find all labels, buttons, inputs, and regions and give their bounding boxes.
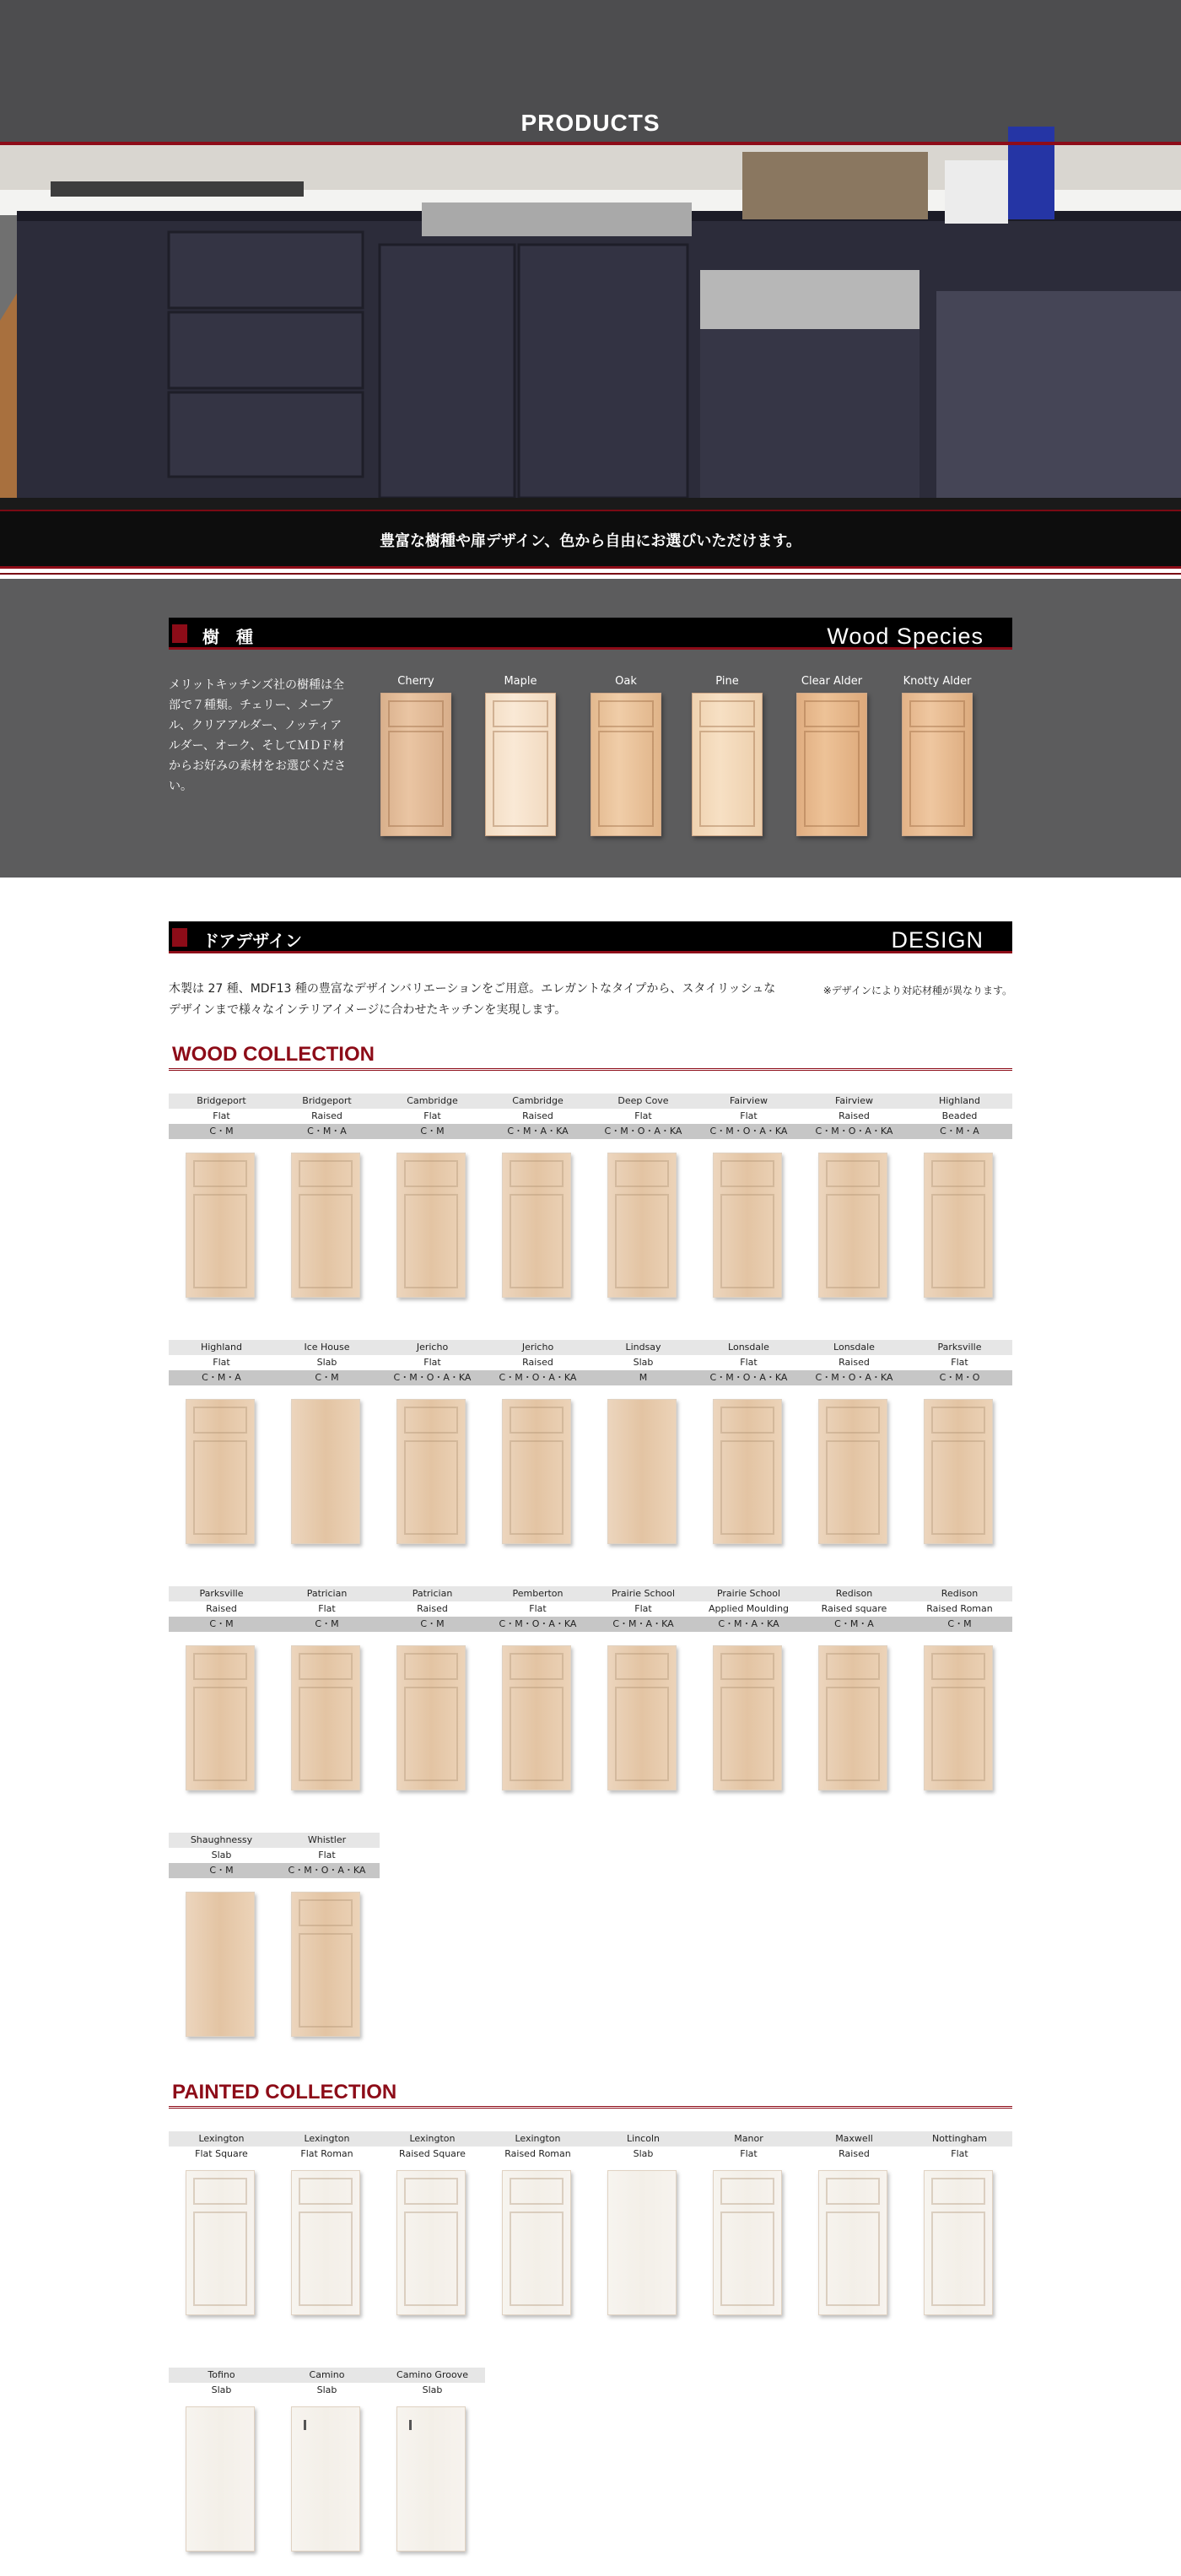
door-name-label: Ice House	[274, 1340, 380, 1355]
door-card[interactable]	[590, 1586, 696, 1632]
door-top-panel	[299, 1653, 353, 1680]
door-image	[607, 2170, 677, 2315]
kitchen-photo	[0, 0, 1181, 510]
door-top-panel	[299, 2178, 353, 2205]
door-name-label: Jericho	[380, 1340, 485, 1355]
door-swatch	[380, 693, 451, 836]
door-name-label: Lexington	[169, 2131, 274, 2147]
door-name-label: Patrician	[274, 1586, 380, 1601]
door-card[interactable]	[274, 2131, 380, 2162]
door-name-label: Patrician	[380, 1586, 485, 1601]
door-image	[291, 1645, 360, 1790]
door-image	[713, 2170, 782, 2315]
door-main-panel	[615, 1687, 669, 1781]
door-image	[607, 1153, 677, 1298]
door-card[interactable]	[590, 2131, 696, 2162]
door-style-label: Flat	[740, 1110, 758, 1121]
species-pine	[689, 675, 765, 836]
species-heading-jp: 樹 種	[202, 627, 253, 647]
door-image	[818, 1645, 887, 1790]
door-main-panel	[510, 2211, 564, 2306]
door-style-label: Flat	[634, 1603, 652, 1614]
door-style-label: Slab	[633, 2148, 654, 2159]
door-style-label: Flat Square	[195, 2148, 248, 2159]
heading-mark-icon	[172, 624, 187, 643]
door-style-label: Flat Roman	[300, 2148, 353, 2159]
door-style-label: Flat	[318, 1603, 336, 1614]
door-image	[818, 1153, 887, 1298]
door-name-label: Camino Groove	[380, 2368, 485, 2383]
door-name-label: Deep Cove	[590, 1094, 696, 1109]
door-species-label: C・M	[274, 1617, 380, 1632]
door-top-panel	[404, 1160, 458, 1187]
door-name-label: Nottingham	[907, 2131, 1012, 2147]
door-main-panel	[615, 1194, 669, 1288]
door-top-panel	[615, 1653, 669, 1680]
door-card[interactable]	[801, 2131, 907, 2162]
door-name-label: Tofino	[169, 2368, 274, 2383]
species-description: メリットキッチンズ社の樹種は全部で７種類。チェリー、メープル、クリアアルダー、ノッティアルダー、オーク、そしてＭＤＦ材からお好みの素材をお選びください。	[169, 678, 346, 793]
species-label: Clear Alder	[801, 675, 863, 688]
door-image	[713, 1645, 782, 1790]
species-label: Maple	[504, 675, 537, 688]
door-image	[291, 1892, 360, 2037]
door-style-label: Flat	[423, 1110, 441, 1121]
door-style-label: Raised	[839, 2148, 870, 2159]
door-species-label: C・M	[274, 1370, 380, 1385]
door-species-label: C・M・O・A・KA	[485, 1617, 590, 1632]
door-style-label: Raised	[839, 1110, 870, 1121]
door-species-label: C・M・O・A・KA	[801, 1370, 907, 1385]
door-card[interactable]	[801, 1094, 907, 1139]
door-name-label: Highland	[907, 1094, 1012, 1109]
door-main-panel	[193, 2211, 247, 2306]
door-name-label: Prairie School	[696, 1586, 801, 1601]
door-species-label: C・M・O・A・KA	[696, 1370, 801, 1385]
door-top-panel	[510, 1407, 564, 1434]
door-species-label: C・M・O・A・KA	[485, 1370, 590, 1385]
door-card[interactable]	[485, 1094, 590, 1139]
door-image	[924, 2170, 993, 2315]
door-main-panel	[404, 2211, 458, 2306]
door-main-panel	[826, 1687, 880, 1781]
door-species-label: C・M・O・A・KA	[696, 1124, 801, 1139]
door-card[interactable]	[907, 2131, 1012, 2162]
door-top-panel	[193, 2178, 247, 2205]
door-name-label: Lexington	[485, 2131, 590, 2147]
door-main-panel	[299, 2211, 353, 2306]
door-top-panel	[193, 1653, 247, 1680]
door-swatch	[485, 693, 556, 836]
door-image	[924, 1399, 993, 1544]
door-card[interactable]	[907, 1586, 1012, 1632]
door-main-panel	[720, 1194, 774, 1288]
species-label: Pine	[715, 675, 739, 688]
door-card[interactable]	[590, 1340, 696, 1385]
door-name-label: Lexington	[274, 2131, 380, 2147]
door-top-panel	[404, 2178, 458, 2205]
door-name-label: Jericho	[485, 1340, 590, 1355]
door-style-label: Flat	[740, 2148, 758, 2159]
door-image	[607, 1399, 677, 1544]
door-main-panel	[826, 1194, 880, 1288]
door-main-panel	[299, 1933, 353, 2028]
species-label: Oak	[615, 675, 637, 688]
door-style-label: Flat	[529, 1603, 547, 1614]
door-style-label: Raised Roman	[504, 2148, 571, 2159]
door-swatch	[590, 693, 661, 836]
door-species-label: C・M・O・A・KA	[380, 1370, 485, 1385]
door-top-panel	[931, 1160, 985, 1187]
door-name-label: Shaughnessy	[169, 1833, 274, 1848]
door-image	[396, 1399, 466, 1544]
door-top-panel	[299, 1899, 353, 1926]
door-top-panel	[720, 2178, 774, 2205]
door-image	[291, 2170, 360, 2315]
door-card[interactable]	[380, 1586, 485, 1632]
door-image	[186, 2406, 255, 2552]
door-image	[186, 1399, 255, 1544]
species-label: Knotty Alder	[903, 675, 972, 688]
door-species-label: C・M・A・KA	[485, 1124, 590, 1139]
door-card[interactable]	[169, 1586, 274, 1632]
design-heading-en: DESIGN	[891, 927, 984, 953]
door-style-label: Flat	[634, 1110, 652, 1121]
door-image	[186, 1645, 255, 1790]
door-top-panel	[826, 2178, 880, 2205]
door-card[interactable]	[907, 1094, 1012, 1139]
door-main-panel	[720, 1440, 774, 1535]
door-name-label: Lexington	[380, 2131, 485, 2147]
door-name-label: Redison	[907, 1586, 1012, 1601]
door-name-label: Lonsdale	[801, 1340, 907, 1355]
door-main-panel	[826, 2211, 880, 2306]
door-image	[818, 2170, 887, 2315]
door-style-label: Raised	[311, 1110, 342, 1121]
design-heading	[169, 921, 1012, 953]
door-main-panel	[193, 1440, 247, 1535]
door-card[interactable]	[801, 1586, 907, 1632]
door-style-label: Raised Square	[399, 2148, 466, 2159]
door-species-label: M	[590, 1370, 696, 1385]
species-cherry	[378, 675, 454, 836]
door-swatch	[902, 693, 973, 836]
door-style-label: Flat	[951, 2148, 968, 2159]
door-main-panel	[193, 1687, 247, 1781]
door-top-panel	[720, 1160, 774, 1187]
door-card[interactable]	[380, 1094, 485, 1139]
door-top-panel	[193, 1160, 247, 1187]
door-swatch	[796, 693, 867, 836]
door-name-label: Fairview	[696, 1094, 801, 1109]
door-style-label: Slab	[316, 2384, 337, 2395]
door-style-label: Raised	[839, 1357, 870, 1368]
door-card[interactable]	[696, 1094, 801, 1139]
door-image	[713, 1153, 782, 1298]
door-top-panel	[510, 1160, 564, 1187]
door-style-label: Raised	[522, 1110, 553, 1121]
door-name-label: Bridgeport	[274, 1094, 380, 1109]
door-main-panel	[404, 1687, 458, 1781]
door-card[interactable]	[169, 1833, 274, 1878]
door-card[interactable]	[590, 1094, 696, 1139]
door-species-label: C・M・A	[907, 1124, 1012, 1139]
door-name-label: Whistler	[274, 1833, 380, 1848]
door-image	[713, 1399, 782, 1544]
door-main-panel	[720, 1687, 774, 1781]
door-image	[186, 2170, 255, 2315]
species-clear-alder	[794, 675, 870, 836]
door-species-label: C・M	[169, 1617, 274, 1632]
door-swatch	[692, 693, 763, 836]
door-top-panel	[193, 1407, 247, 1434]
door-top-panel	[404, 1653, 458, 1680]
door-name-label: Parksville	[169, 1586, 274, 1601]
door-style-label: Flat	[213, 1110, 230, 1121]
door-species-label: C・M	[169, 1863, 274, 1878]
door-style-label: Raised	[417, 1603, 448, 1614]
door-image	[396, 2406, 466, 2552]
door-main-panel	[720, 2211, 774, 2306]
door-top-panel	[720, 1653, 774, 1680]
door-style-label: Raised	[522, 1357, 553, 1368]
door-style-label: Flat	[213, 1357, 230, 1368]
door-card[interactable]	[274, 1833, 380, 1878]
door-main-panel	[510, 1687, 564, 1781]
door-species-label: C・M・O・A・KA	[801, 1124, 907, 1139]
door-card[interactable]	[485, 1340, 590, 1385]
tagline: 豊富な樹種や扉デザイン、色から自由にお選びいただけます。	[380, 532, 801, 550]
door-style-label: Flat	[740, 1357, 758, 1368]
door-style-label: Slab	[211, 2384, 232, 2395]
door-name-label: Cambridge	[485, 1094, 590, 1109]
door-style-label: Applied Moulding	[708, 1603, 790, 1614]
door-card[interactable]	[485, 2131, 590, 2162]
door-species-label: C・M	[380, 1617, 485, 1632]
hero-banner	[0, 0, 1181, 510]
door-name-label: Lindsay	[590, 1340, 696, 1355]
door-image	[924, 1153, 993, 1298]
door-style-label: Flat	[423, 1357, 441, 1368]
door-top-panel	[826, 1407, 880, 1434]
tagline-band	[0, 510, 1181, 569]
door-species-label: C・M	[380, 1124, 485, 1139]
door-name-label: Cambridge	[380, 1094, 485, 1109]
door-main-panel	[931, 2211, 985, 2306]
door-main-panel	[826, 1440, 880, 1535]
door-main-panel	[299, 1687, 353, 1781]
door-top-panel	[826, 1160, 880, 1187]
door-style-label: Raised	[206, 1603, 237, 1614]
design-intro: 木製は 27 種、MDF13 種の豊富なデザインバリエーションをご用意。エレガントなタイプから、スタイリッシュなデザインまで様々なインテリアイメージに合わせたキッチンを実現します。	[169, 982, 776, 1017]
painted-collection-title: PAINTED COLLECTION	[172, 2081, 397, 2103]
door-card[interactable]	[801, 1340, 907, 1385]
door-style-label: Flat	[318, 1850, 336, 1860]
door-image	[186, 1153, 255, 1298]
door-name-label: Manor	[696, 2131, 801, 2147]
door-handle-icon	[304, 2420, 306, 2430]
door-name-label: Bridgeport	[169, 1094, 274, 1109]
design-heading-jp: ドアデザイン	[202, 931, 302, 951]
door-species-label: C・M・A	[169, 1370, 274, 1385]
door-name-label: Maxwell	[801, 2131, 907, 2147]
door-image	[502, 2170, 571, 2315]
door-species-label: C・M・O	[907, 1370, 1012, 1385]
door-top-panel	[299, 1160, 353, 1187]
door-name-label: Highland	[169, 1340, 274, 1355]
species-heading-en: Wood Species	[827, 624, 984, 649]
door-style-label: Raised square	[821, 1603, 887, 1614]
door-image	[186, 1892, 255, 2037]
door-name-label: Lincoln	[590, 2131, 696, 2147]
door-image	[502, 1645, 571, 1790]
wood-species-section	[0, 579, 1181, 878]
design-note: ※デザインにより対応材種が異なります。	[822, 985, 1012, 996]
door-image	[502, 1399, 571, 1544]
door-species-label: C・M・A	[274, 1124, 380, 1139]
species-heading	[169, 618, 1012, 650]
door-species-label: C・M・O・A・KA	[274, 1863, 380, 1878]
door-top-panel	[615, 1160, 669, 1187]
door-image	[818, 1399, 887, 1544]
divider	[169, 1068, 1012, 1071]
door-main-panel	[931, 1194, 985, 1288]
door-card[interactable]	[169, 1340, 274, 1385]
door-top-panel	[404, 1407, 458, 1434]
door-main-panel	[510, 1440, 564, 1535]
door-image	[396, 1645, 466, 1790]
door-card[interactable]	[274, 2368, 380, 2398]
door-name-label: Redison	[801, 1586, 907, 1601]
door-species-label: C・M・A・KA	[696, 1617, 801, 1632]
door-image	[291, 2406, 360, 2552]
door-image	[291, 1153, 360, 1298]
door-card[interactable]	[169, 2131, 274, 2162]
door-top-panel	[931, 1407, 985, 1434]
door-image	[291, 1399, 360, 1544]
door-handle-icon	[409, 2420, 412, 2430]
divider	[169, 2106, 1012, 2109]
species-maple	[483, 675, 558, 836]
door-card[interactable]	[380, 1340, 485, 1385]
door-main-panel	[510, 1194, 564, 1288]
door-name-label: Camino	[274, 2368, 380, 2383]
door-top-panel	[931, 2178, 985, 2205]
species-oak	[588, 675, 664, 836]
door-name-label: Fairview	[801, 1094, 907, 1109]
door-top-panel	[720, 1407, 774, 1434]
door-card[interactable]	[380, 2368, 485, 2398]
door-style-label: Slab	[316, 1357, 337, 1368]
door-main-panel	[404, 1440, 458, 1535]
door-card[interactable]	[274, 1340, 380, 1385]
door-card[interactable]	[274, 1586, 380, 1632]
door-main-panel	[931, 1440, 985, 1535]
door-top-panel	[931, 1653, 985, 1680]
door-image	[396, 1153, 466, 1298]
door-style-label: Flat	[951, 1357, 968, 1368]
species-label: Cherry	[397, 675, 434, 688]
door-style-label: Slab	[422, 2384, 443, 2395]
door-main-panel	[299, 1194, 353, 1288]
door-card[interactable]	[380, 2131, 485, 2162]
species-knotty-alder	[899, 675, 975, 836]
door-card[interactable]	[696, 2131, 801, 2162]
door-style-label: Slab	[633, 1357, 654, 1368]
door-name-label: Parksville	[907, 1340, 1012, 1355]
door-name-label: Pemberton	[485, 1586, 590, 1601]
door-style-label: Slab	[211, 1850, 232, 1860]
door-image	[502, 1153, 571, 1298]
door-main-panel	[404, 1194, 458, 1288]
door-species-label: C・M	[907, 1617, 1012, 1632]
door-image	[924, 1645, 993, 1790]
door-style-label: Raised Roman	[926, 1603, 993, 1614]
door-species-label: C・M・A	[801, 1617, 907, 1632]
wood-collection-title: WOOD COLLECTION	[172, 1043, 375, 1066]
door-card[interactable]	[274, 1094, 380, 1139]
door-species-label: C・M・A・KA	[590, 1617, 696, 1632]
page-title: PRODUCTS	[520, 110, 661, 136]
door-card[interactable]	[907, 1340, 1012, 1385]
door-top-panel	[826, 1653, 880, 1680]
door-card[interactable]	[169, 2368, 274, 2398]
door-card[interactable]	[485, 1586, 590, 1632]
door-top-panel	[510, 1653, 564, 1680]
door-main-panel	[931, 1687, 985, 1781]
door-card[interactable]	[696, 1340, 801, 1385]
door-main-panel	[193, 1194, 247, 1288]
door-species-label: C・M	[169, 1124, 274, 1139]
door-image	[607, 1645, 677, 1790]
door-card[interactable]	[169, 1094, 274, 1139]
heading-mark-icon	[172, 928, 187, 947]
door-species-label: C・M・O・A・KA	[590, 1124, 696, 1139]
door-card[interactable]	[696, 1586, 801, 1632]
door-top-panel	[510, 2178, 564, 2205]
door-name-label: Prairie School	[590, 1586, 696, 1601]
door-name-label: Lonsdale	[696, 1340, 801, 1355]
door-image	[396, 2170, 466, 2315]
door-style-label: Beaded	[941, 1110, 978, 1121]
